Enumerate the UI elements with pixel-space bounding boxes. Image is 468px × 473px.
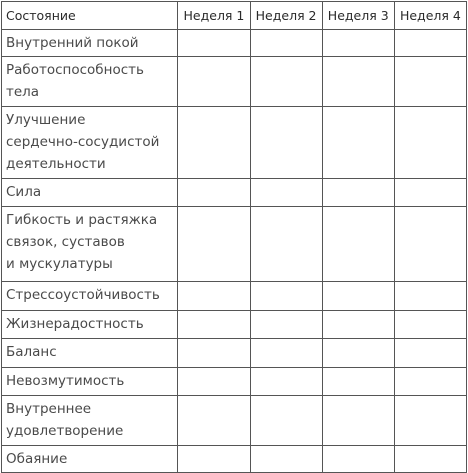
week-cell[interactable] (250, 339, 322, 368)
week-cell[interactable] (394, 57, 466, 107)
week-cell[interactable] (322, 179, 394, 207)
header-state: Состояние (2, 2, 178, 30)
week-cell[interactable] (394, 282, 466, 311)
week-cell[interactable] (250, 446, 322, 473)
header-row (2, 2, 467, 30)
week-cell[interactable] (178, 30, 250, 57)
week-cell[interactable] (322, 311, 394, 339)
week-cell[interactable] (394, 30, 466, 57)
table-row (2, 179, 467, 207)
week-cell[interactable] (178, 368, 250, 396)
table-row (2, 339, 467, 368)
header-week-4: Неделя 4 (394, 2, 466, 30)
table-row (2, 282, 467, 311)
week-cell[interactable] (322, 282, 394, 311)
week-cell[interactable] (322, 446, 394, 473)
header-week-2: Неделя 2 (250, 2, 322, 30)
week-cell[interactable] (250, 107, 322, 179)
week-cell[interactable] (178, 57, 250, 107)
week-cell[interactable] (178, 282, 250, 311)
state-label: Улучшение сердечно-сосудистой деятельности (2, 107, 178, 179)
week-cell[interactable] (322, 339, 394, 368)
state-label: Невозмутимость (2, 368, 178, 396)
week-cell[interactable] (178, 446, 250, 473)
week-cell[interactable] (178, 311, 250, 339)
table-row (2, 107, 467, 179)
state-label: Внутреннее удовлетворение (2, 396, 178, 446)
state-label: Стрессоустойчивость (2, 282, 178, 311)
week-cell[interactable] (322, 396, 394, 446)
table-body (2, 30, 467, 473)
state-label: Баланс (2, 339, 178, 368)
header-week-3: Неделя 3 (322, 2, 394, 30)
week-cell[interactable] (250, 179, 322, 207)
table-row (2, 446, 467, 473)
week-cell[interactable] (394, 396, 466, 446)
week-cell[interactable] (322, 207, 394, 282)
week-cell[interactable] (394, 339, 466, 368)
state-label: Внутренний покой (2, 30, 178, 57)
table-row (2, 396, 467, 446)
week-cell[interactable] (394, 207, 466, 282)
weekly-state-table (1, 1, 467, 473)
table-header (2, 2, 467, 30)
state-label: Сила (2, 179, 178, 207)
week-cell[interactable] (178, 339, 250, 368)
week-cell[interactable] (178, 207, 250, 282)
week-cell[interactable] (178, 107, 250, 179)
week-cell[interactable] (250, 311, 322, 339)
week-cell[interactable] (322, 368, 394, 396)
week-cell[interactable] (322, 107, 394, 179)
week-cell[interactable] (250, 30, 322, 57)
week-cell[interactable] (394, 107, 466, 179)
week-cell[interactable] (250, 368, 322, 396)
table-row (2, 57, 467, 107)
week-cell[interactable] (178, 396, 250, 446)
week-cell[interactable] (394, 368, 466, 396)
week-cell[interactable] (322, 30, 394, 57)
state-label: Жизнерадостность (2, 311, 178, 339)
week-cell[interactable] (250, 396, 322, 446)
table-row (2, 207, 467, 282)
week-cell[interactable] (394, 446, 466, 473)
state-label: Обаяние (2, 446, 178, 473)
week-cell[interactable] (178, 179, 250, 207)
week-cell[interactable] (394, 179, 466, 207)
week-cell[interactable] (250, 282, 322, 311)
week-cell[interactable] (250, 207, 322, 282)
header-week-1: Неделя 1 (178, 2, 250, 30)
table-row (2, 311, 467, 339)
state-label: Работоспособность тела (2, 57, 178, 107)
state-label: Гибкость и растяжка связок, суставов и мускулатуры (2, 207, 178, 282)
week-cell[interactable] (322, 57, 394, 107)
week-cell[interactable] (250, 57, 322, 107)
week-cell[interactable] (394, 311, 466, 339)
table-row (2, 368, 467, 396)
table-row (2, 30, 467, 57)
